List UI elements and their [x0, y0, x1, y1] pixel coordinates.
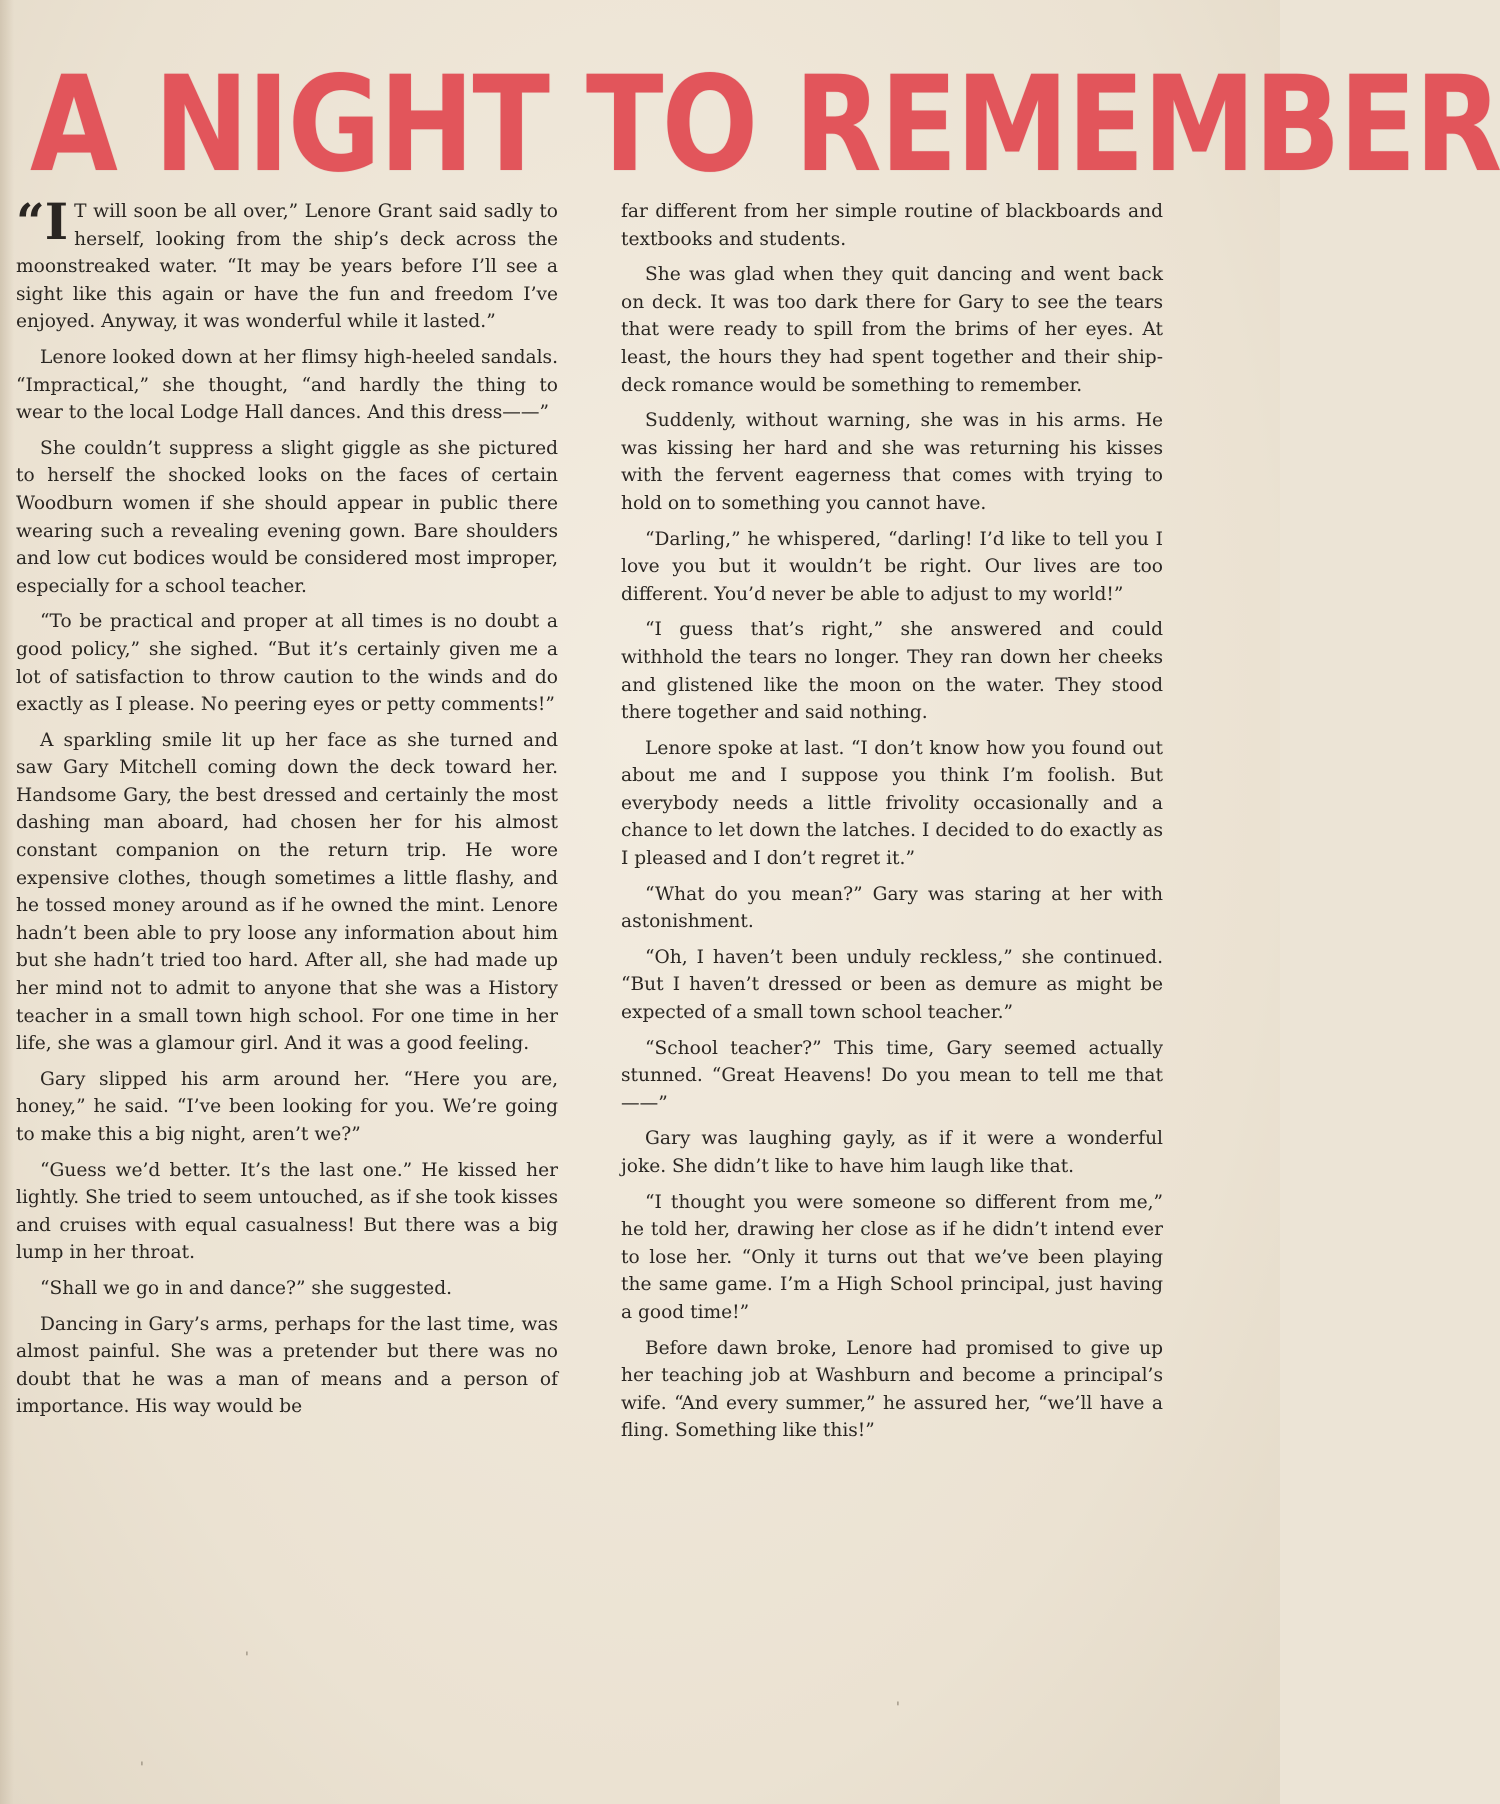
paragraph: “School teacher?” This time, Gary seemed actually stunned. “Great Heavens! Do you mean to tell me that——”	[621, 1037, 1163, 1114]
drop-cap: “I	[16, 192, 69, 251]
paragraph: “Shall we go in and dance?” she suggested.	[40, 1277, 453, 1299]
paragraph: She couldn’t suppress a slight giggle as she pictured to herself the shocked looks on the faces of certain Woodburn women if she should appear in public there wearing such a revealing evening gown. Bare shoulders and low cut bodices would be considered most improper, especially for a school teacher.	[16, 437, 558, 597]
print-speck: '	[245, 1650, 249, 1666]
paragraph: Dancing in Gary’s arms, perhaps for the last time, was almost painful. She was a pretender but there was no doubt that he was a man of means and a person of importance. His way would be	[16, 1313, 558, 1418]
paragraph: Lenore spoke at last. “I don’t know how you found out about me and I suppose you think I’m foolish. But everybody needs a little frivolity occasionally and a chance to let down the latches. I decided to do exactly as I pleased and I don’t regret it.”	[621, 737, 1163, 870]
paragraph: “What do you mean?” Gary was staring at her with astonishment.	[621, 883, 1163, 933]
paragraph: Gary was laughing gayly, as if it were a wonderful joke. She didn’t like to have him laugh like that.	[621, 1128, 1163, 1177]
paragraph: “Darling,” he whispered, “darling! I’d like to tell you I love you but it wouldn’t be right. Our lives are too different. You’d never be able to adjust to my world!”	[621, 528, 1163, 605]
paragraph: Gary slipped his arm around her. “Here you are, honey,” he said. “I’ve been looking for you. We’re going to make this a big night, aren’t we?”	[16, 1068, 558, 1145]
paragraph: far different from her simple routine of blackboards and textbooks and students.	[621, 201, 1163, 250]
paragraph: A sparkling smile lit up her face as she turned and saw Gary Mitchell coming down the deck toward her. Handsome Gary, the best dressed and certainly the most dashing man aboard, had chosen her for his almost constant companion on the return trip. He wore expensive clothes, though sometimes a little flashy, and he tossed money around as if he owned the mint. Lenore hadn’t been able to pry loose any information about him but she hadn’t tried too hard. After all, she had made up her mind not to admit to anyone that she was a History teacher in a small town high school. For one time in her life, she was a glamour girl. And it was a good feeling.	[16, 729, 558, 1055]
paragraph: “Guess we’d better. It’s the last one.” He kissed her lightly. She tried to seem untouched, as if she took kisses and cruises with equal casualness! But there was a big lump in her throat.	[16, 1159, 558, 1264]
story-title: A NIGHT TO REMEMBER	[30, 48, 1500, 202]
story-body	[16, 192, 1166, 1618]
print-speck: '	[140, 1760, 144, 1776]
left-column	[16, 192, 558, 1429]
right-column	[621, 198, 1163, 1453]
paragraph: Lenore looked down at her flimsy high-heeled sandals. “Impractical,” she thought, “and hardly the thing to wear to the local Lodge Hall dances. And this dress——”	[16, 346, 558, 424]
paragraph: “I guess that’s right,” she answered and could withhold the tears no longer. They ran down her cheeks and glistened like the moon on the water. They stood there together and said nothing.	[621, 619, 1163, 724]
paragraph: “Oh, I haven’t been unduly reckless,” she continued. “But I haven’t dressed or been as demure as might be expected of a small town school teacher.”	[621, 946, 1163, 1024]
paragraph: “I thought you were someone so different from me,” he told her, drawing her close as if he didn’t intend ever to lose her. “Only it turns out that we’ve been playing the same game. I’m a High School principal, just having a good time!”	[621, 1191, 1163, 1323]
paragraph	[16, 192, 558, 336]
paragraph: Before dawn broke, Lenore had promised to give up her teaching job at Washburn and become a principal’s wife. “And every summer,” he assured her, “we’ll have a fling. Something like this!”	[621, 1337, 1163, 1442]
paragraph-text: T will soon be all over,” Lenore Grant said sadly to herself, looking from the ship’s deck across the moonstreaked water. “It may be years before I’ll see a sight like this again or have the fun and freedom I’ve enjoyed. Anyway, it was wonderful while it lasted.”	[16, 201, 558, 333]
paragraph: Suddenly, without warning, she was in his arms. He was kissing her hard and she was returning his kisses with the fervent eagerness that comes with trying to hold on to something you cannot have.	[621, 410, 1163, 514]
paragraph: “To be practical and proper at all times is no doubt a good policy,” she sighed. “But it’s certainly given me a lot of satisfaction to throw caution to the winds and do exactly as I please. No peering eyes or petty comments!”	[16, 611, 558, 716]
print-speck: '	[896, 1700, 900, 1716]
paragraph: She was glad when they quit dancing and went back on deck. It was too dark there for Gary to see the tears that were ready to spill from the brims of her eyes. At least, the hours they had spent together and their ship-deck romance would be something to remember.	[621, 264, 1163, 396]
